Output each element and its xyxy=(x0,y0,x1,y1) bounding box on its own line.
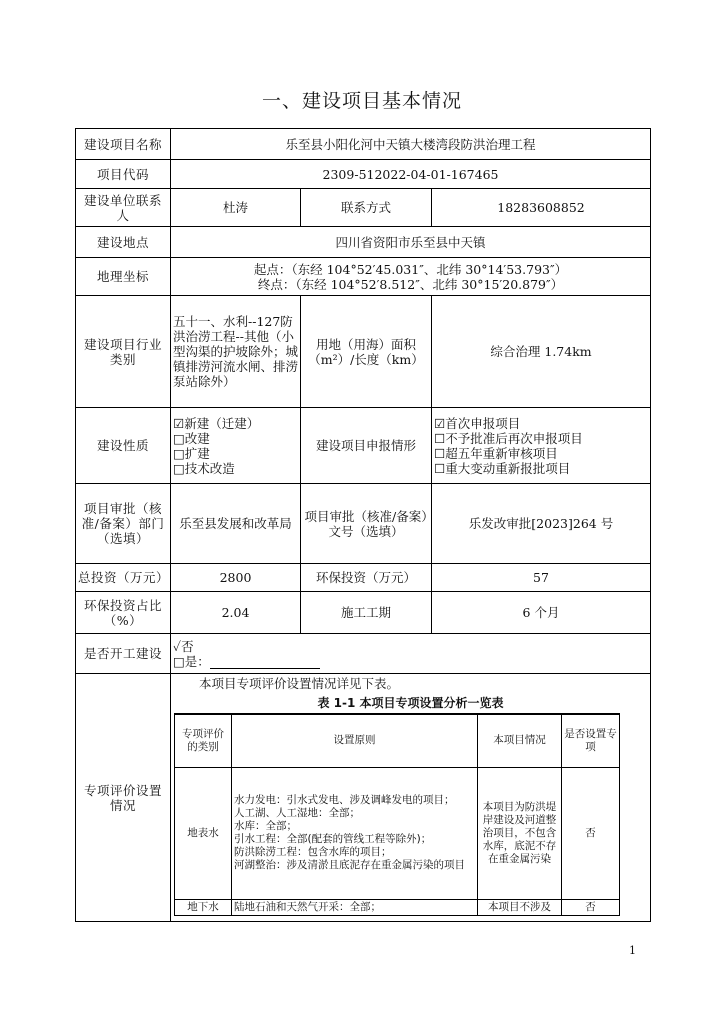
special-row-surface xyxy=(175,767,620,899)
checkbox-new-build[interactable]: ☑新建（迁建） xyxy=(173,415,260,431)
coord-start: 起点：（东经 104°52′45.031″、北纬 30°14′53.793″） xyxy=(253,261,568,277)
value-area: 综合治理 1.74km xyxy=(432,296,651,408)
value-period: 6 个月 xyxy=(432,592,651,634)
nature-options xyxy=(171,408,301,484)
special-row-ground xyxy=(175,899,620,915)
coord-end: 终点：（东经 104°52′8.512″、北纬 30°15′20.879″） xyxy=(257,276,564,292)
value-industry: 五十一、水利--127防洪治涝工程--其他（小型沟渠的护坡除外；城镇排涝河流水闸、排涝泵站除外） xyxy=(171,296,301,408)
row-industry xyxy=(76,296,651,408)
ground-status: 本项目不涉及 xyxy=(478,899,562,915)
checkbox-started[interactable] xyxy=(173,654,648,669)
label-special: 专项评价设置情况 xyxy=(76,674,171,922)
value-investment: 2800 xyxy=(171,564,301,592)
declare-options xyxy=(432,408,651,484)
row-contact xyxy=(76,189,651,227)
ground-set: 否 xyxy=(562,899,620,915)
special-table xyxy=(174,713,620,916)
started-blank-line xyxy=(210,656,320,669)
value-ratio: 2.04 xyxy=(171,592,301,634)
value-contact: 杜涛 xyxy=(171,189,301,227)
label-investment: 总投资（万元） xyxy=(76,564,171,592)
special-header-row xyxy=(175,714,620,767)
checkbox-rebuild[interactable]: □改建 xyxy=(173,430,210,446)
checkbox-not-started[interactable]: ✓否 xyxy=(173,638,194,654)
ground-category: 地下水 xyxy=(175,899,232,915)
value-coords xyxy=(171,258,651,296)
row-nature xyxy=(76,408,651,484)
row-project-code xyxy=(76,160,651,189)
label-area: 用地（用海）面积（m²）/长度（km） xyxy=(301,296,432,408)
surface-principle-item: 引水工程：全部(配套的管线工程等除外)； xyxy=(234,833,432,845)
surface-principles xyxy=(232,767,478,899)
label-approval: 项目审批（核准/备案）部门（选填） xyxy=(76,484,171,564)
checkbox-first-declare[interactable]: ☑首次申报项目 xyxy=(434,415,521,431)
row-project-name xyxy=(76,129,651,160)
row-approval xyxy=(76,484,651,564)
checkbox-expand[interactable]: □扩建 xyxy=(173,445,210,461)
surface-category: 地表水 xyxy=(175,767,232,899)
value-project-name: 乐至县小阳化河中天镇大楼湾段防洪治理工程 xyxy=(171,129,651,160)
checkbox-five-year[interactable]: ☐超五年重新审核项目 xyxy=(434,445,558,461)
header-principle: 设置原则 xyxy=(232,714,478,767)
row-started xyxy=(76,634,651,674)
surface-principle-item: 水库：全部； xyxy=(234,820,297,832)
label-approval-doc: 项目审批（核准/备案）文号（选填） xyxy=(301,484,432,564)
header-status: 本项目情况 xyxy=(478,714,562,767)
surface-principle-item: 防洪除涝工程：包含水库的项目； xyxy=(234,846,392,858)
checkbox-major-change[interactable]: ☐重大变动重新报批项目 xyxy=(434,460,571,476)
value-env-investment: 57 xyxy=(432,564,651,592)
header-category: 专项评价的类别 xyxy=(175,714,232,767)
special-table-caption: 表 1-1 本项目专项设置分析一览表 xyxy=(317,696,504,710)
header-set: 是否设置专项 xyxy=(562,714,620,767)
started-options xyxy=(171,634,651,674)
value-approval-dept: 乐至县发展和改革局 xyxy=(171,484,301,564)
label-coords: 地理坐标 xyxy=(76,258,171,296)
label-contact: 建设单位联系人 xyxy=(76,189,171,227)
started-yes-label: □是： xyxy=(173,653,210,669)
label-location: 建设地点 xyxy=(76,227,171,258)
value-project-code: 2309-512022-04-01-167465 xyxy=(171,160,651,189)
row-investment xyxy=(76,564,651,592)
ground-principle: 陆地石油和天然气开采：全部； xyxy=(232,899,478,915)
label-env-investment: 环保投资（万元） xyxy=(301,564,432,592)
label-phone: 联系方式 xyxy=(301,189,432,227)
label-declare: 建设项目申报情形 xyxy=(301,408,432,484)
label-ratio: 环保投资占比（%） xyxy=(76,592,171,634)
label-project-name: 建设项目名称 xyxy=(76,129,171,160)
surface-principle-item: 人工湖、人工湿地：全部； xyxy=(234,807,360,819)
label-period: 施工工期 xyxy=(301,592,432,634)
page-title: 一、建设项目基本情况 xyxy=(261,90,462,112)
surface-principle-item: 水力发电：引水式发电、涉及调峰发电的项目； xyxy=(234,794,455,806)
row-coords xyxy=(76,258,651,296)
surface-principle-item: 河湖整治：涉及清淤且底泥存在重金属污染的项目 xyxy=(234,859,465,871)
special-intro: 本项目专项评价设置情况详见下表。 xyxy=(199,676,400,691)
label-project-code: 项目代码 xyxy=(76,160,171,189)
surface-status: 本项目为防洪堤岸建设及河道整治项目，不包含水库，底泥不存在重金属污染 xyxy=(478,767,562,899)
special-content xyxy=(171,674,651,922)
label-industry: 建设项目行业类别 xyxy=(76,296,171,408)
value-phone: 18283608852 xyxy=(432,189,651,227)
checkbox-redeclare[interactable]: ☐不予批准后再次申报项目 xyxy=(434,430,583,446)
checkbox-tech-upgrade[interactable]: □技术改造 xyxy=(173,460,235,476)
surface-set: 否 xyxy=(562,767,620,899)
row-ratio xyxy=(76,592,651,634)
row-special xyxy=(76,674,651,922)
project-info-table xyxy=(75,128,651,922)
value-location: 四川省资阳市乐至县中天镇 xyxy=(171,227,651,258)
label-started: 是否开工建设 xyxy=(76,634,171,674)
label-nature: 建设性质 xyxy=(76,408,171,484)
row-location xyxy=(76,227,651,258)
page-number: 1 xyxy=(629,944,636,957)
value-approval-doc: 乐发改审批[2023]264 号 xyxy=(432,484,651,564)
